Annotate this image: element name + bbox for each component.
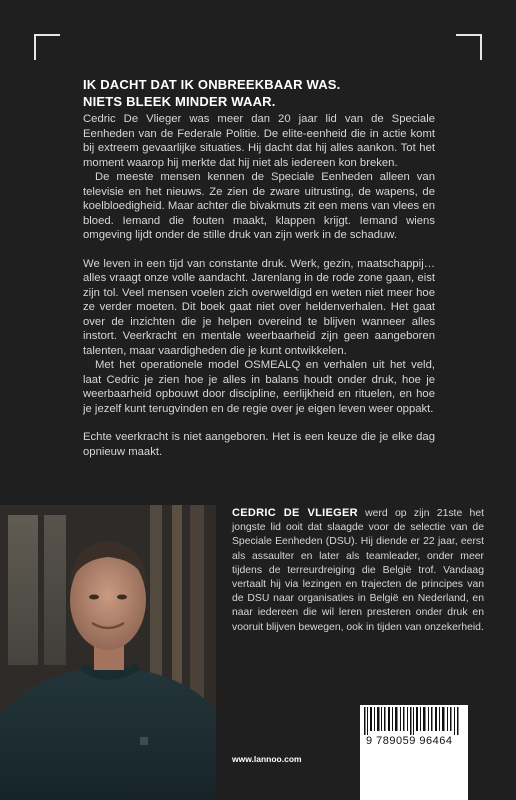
- author-photo: [0, 505, 216, 800]
- paragraph-5: Echte veerkracht is niet aangeboren. Het is een keuze die je elke dag opnieuw maakt.: [83, 431, 435, 458]
- corner-mark-top-right: [456, 34, 482, 60]
- publisher-url[interactable]: www.lannoo.com: [232, 754, 302, 764]
- author-bio-text: werd op zijn 21ste het jongste lid ooit dat slaagde voor de selectie van de Speciale Eenheden (DSU). Hij diende er 22 jaar, eerst als assaulter en later als teamleader, onder meer tijdens de terreurdreiging die België trof. Vandaag vertaalt hij via lezingen en trajecten de principes van de DSU naar organisaties in België en Nederland, en naar iedereen die wil leren presteren onder druk en vooruit blijven bewegen, ook in tijden van onzekerheid.: [232, 508, 484, 633]
- headline-line-1: IK DACHT DAT IK ONBREEKBAAR WAS.: [83, 77, 341, 92]
- barcode: [360, 705, 468, 800]
- corner-mark-top-left: [34, 34, 60, 60]
- headline-line-2: NIETS BLEEK MINDER WAAR.: [83, 94, 276, 109]
- barcode-bars: [360, 705, 468, 735]
- author-name: CEDRIC DE VLIEGER: [232, 507, 358, 519]
- headline: [83, 76, 435, 110]
- paragraph-4: Met het operationele model OSMEALQ en verhalen uit het veld, laat Cedric je zien hoe je alles in balans houdt onder druk, hoe je weerbaarheid opbouwt door discipline, eerlijkheid en rituelen, en hoe je jezelf kunt terugvinden en de regie over je eigen leven weer oppakt.: [83, 359, 435, 415]
- back-cover-text: [83, 76, 435, 459]
- paragraph-3: We leven in een tijd van constante druk. Werk, gezin, maatschappij… alles vraagt onze volle aandacht. Jarenlang in de rode zone gaan, eist zijn tol. Veel mensen voelen zich overweldigd en weten niet meer hoe ze verder moeten. Dit boek gaat niet over heldenverhalen. Het gaat over de inzichten die je helpen overeind te blijven wanneer alles instort. Veerkracht en mentale weerbaarheid zijn geen aangeboren talenten, maar vaardigheden die je kunt ontwikkelen.: [83, 257, 435, 357]
- paragraph-1: Cedric De Vlieger was meer dan 20 jaar lid van de Speciale Eenheden van de Federale Politie. De elite-eenheid die in actie komt bij extreem gevaarlijke situaties. Hij dacht dat hij alles aankon. Tot het moment waarop hij merkte dat hij niet als iedereen kon breken.: [83, 113, 435, 169]
- author-portrait-illustration: [0, 505, 216, 800]
- paragraph-2: De meeste mensen kennen de Speciale Eenheden alleen van televisie en het nieuws. Ze zien de zware uitrusting, de wapens, de koelbloedigheid. Maar achter die bivakmuts zit een mens van vlees en bloed. Iemand die fouten maakt, klappen krijgt. Iemand wiens omgeving lijdt onder de stille druk van zijn werk in de schaduw.: [83, 171, 435, 241]
- barcode-digits: 9 789059 96464: [366, 735, 466, 747]
- author-bio: [232, 506, 484, 635]
